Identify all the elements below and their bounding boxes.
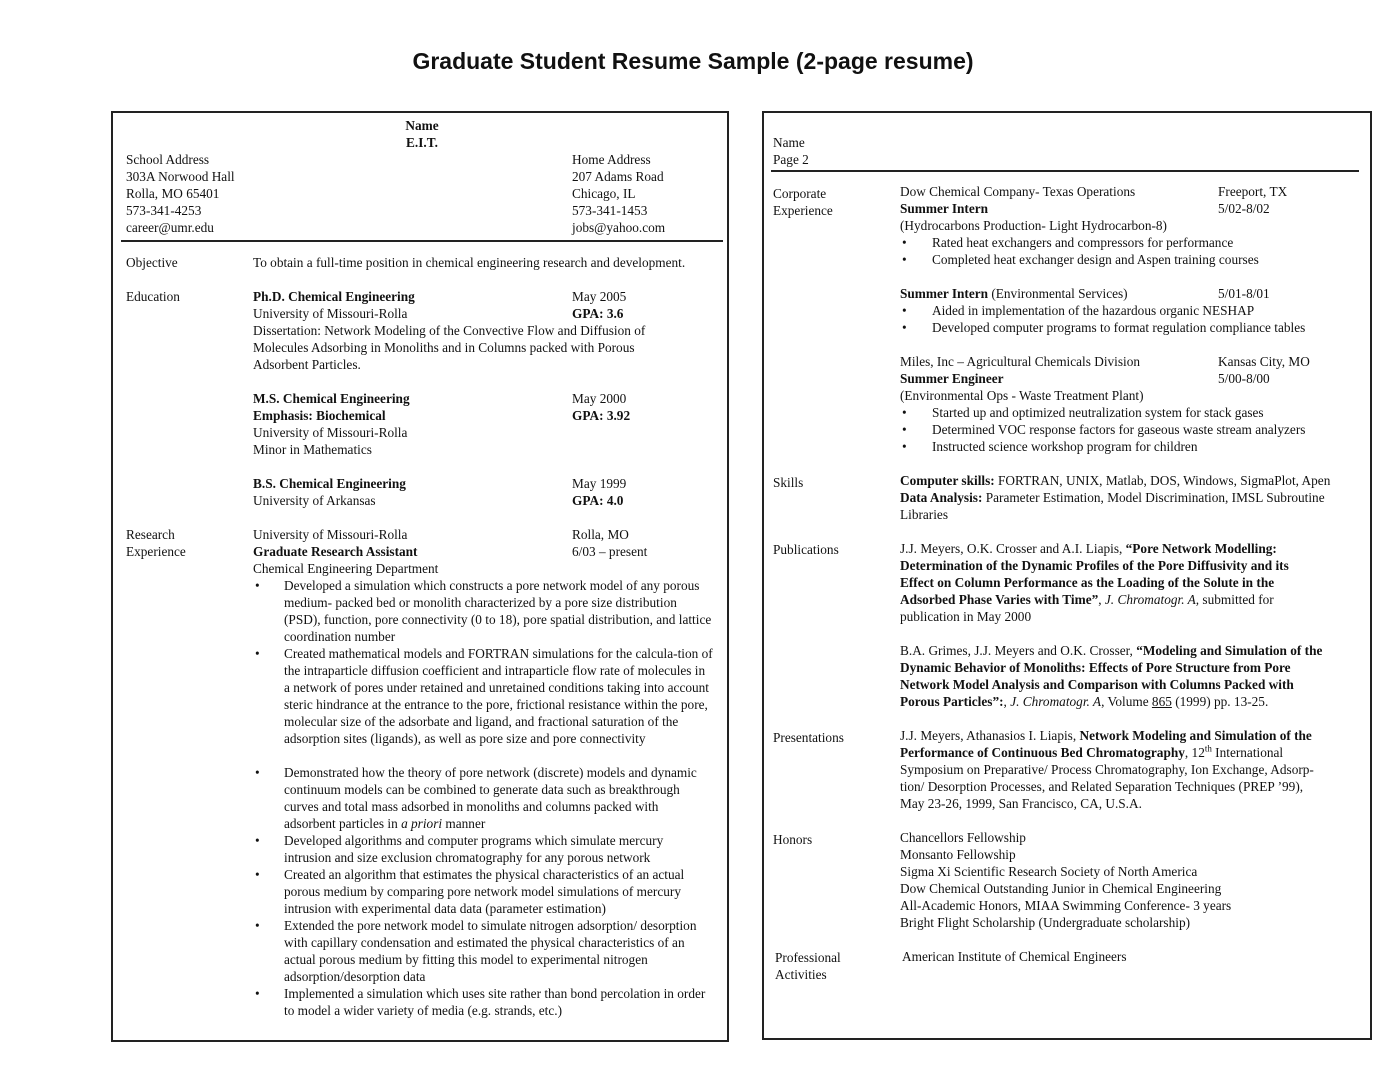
candidate-name: Name <box>405 118 439 133</box>
honor-item: Bright Flight Scholarship (Undergraduate scholarship) <box>900 915 1191 930</box>
school-email: career@umr.edu <box>126 220 214 235</box>
list-item: • Completed heat exchanger design and Aspen training courses <box>900 251 1259 268</box>
page2-name: Name <box>773 135 805 150</box>
ms-date: May 2000 <box>572 391 627 406</box>
publication-2-line: Porous Particles”:, J. Chromatogr. A, Volume 865 (1999) pp. 13-25. <box>900 694 1269 709</box>
ms-minor: Minor in Mathematics <box>253 442 372 457</box>
research-position: Graduate Research Assistant <box>253 544 418 559</box>
phd-degree: Ph.D. Chemical Engineering <box>253 289 415 304</box>
list-item: • Demonstrated how the theory of pore network (discrete) models and dynamic continuum models can be combined to generate data such as breakthrough curves and total mass adsorbed in monoliths and columns packed with adsorbent particles in a priori manner <box>253 764 713 832</box>
list-item: • Started up and optimized neutralization system for stack gases <box>900 404 1305 421</box>
list-item: • Determined VOC response factors for gaseous waste stream analyzers <box>900 421 1305 438</box>
honor-item: Monsanto Fellowship <box>900 847 1016 862</box>
dow-location: Freeport, TX <box>1218 184 1288 199</box>
bs-school: University of Arkansas <box>253 493 376 508</box>
publications-label: Publications <box>773 542 839 557</box>
page-number: Page 2 <box>773 152 809 167</box>
publication-1-line: publication in May 2000 <box>900 609 1032 624</box>
data-analysis-2: Libraries <box>900 507 948 522</box>
bs-degree: B.S. Chemical Engineering <box>253 476 406 491</box>
list-item: • Instructed science workshop program for children <box>900 438 1305 455</box>
dissertation-line: Dissertation: Network Modeling of the Convective Flow and Diffusion of <box>253 323 646 338</box>
miles-dates: 5/00-8/00 <box>1218 371 1270 386</box>
professional-label-2: Activities <box>775 967 827 982</box>
honor-item: Chancellors Fellowship <box>900 830 1026 845</box>
honor-item: All-Academic Honors, MIAA Swimming Conference- 3 years <box>900 898 1232 913</box>
dow-job2-heading: Summer Intern (Environmental Services) <box>900 286 1128 301</box>
school-address-label: School Address <box>126 152 210 167</box>
research-dates: 6/03 – present <box>572 544 648 559</box>
honors-label: Honors <box>773 832 813 847</box>
phd-gpa: GPA: 3.6 <box>572 306 624 321</box>
header-divider <box>121 240 723 242</box>
school-street: 303A Norwood Hall <box>126 169 235 184</box>
ms-school: University of Missouri-Rolla <box>253 425 408 440</box>
dow-job2-dates: 5/01-8/01 <box>1218 286 1270 301</box>
skills-label: Skills <box>773 475 804 490</box>
dow-job1-dates: 5/02-8/02 <box>1218 201 1270 216</box>
list-item: • Rated heat exchangers and compressors for performance <box>900 234 1259 251</box>
corporate-label: Corporate <box>773 186 827 201</box>
list-item: • Developed computer programs to format regulation compliance tables <box>900 319 1305 336</box>
page2-header-divider <box>771 170 1359 172</box>
publication-2-line: B.A. Grimes, J.J. Meyers and O.K. Crosser, “Modeling and Simulation of the <box>900 643 1323 658</box>
honor-item: Sigma Xi Scientific Research Society of North America <box>900 864 1198 879</box>
publication-1-line: Determination of the Dynamic Profiles of the Pore Diffusivity and its <box>900 558 1289 573</box>
research-department: Chemical Engineering Department <box>253 561 439 576</box>
miles-title: Summer Engineer <box>900 371 1004 386</box>
presentation-line: Symposium on Preparative/ Process Chromatography, Ion Exchange, Adsorp- <box>900 762 1314 777</box>
publication-1-line: Effect on Column Performance as the Loading of the Solute in the <box>900 575 1275 590</box>
research-location: Rolla, MO <box>572 527 629 542</box>
publication-2-line: Dynamic Behavior of Monoliths: Effects of Pore Structure from Pore <box>900 660 1291 675</box>
list-item: • Developed algorithms and computer programs which simulate mercury intrusion and size exclusion chromatography for any porous network <box>253 832 713 866</box>
miles-location: Kansas City, MO <box>1218 354 1310 369</box>
research-label-2: Experience <box>126 544 186 559</box>
presentation-line: J.J. Meyers, Athanasios I. Liapis, Network Modeling and Simulation of the <box>900 728 1312 743</box>
home-city: Chicago, IL <box>572 186 636 201</box>
dissertation-line: Molecules Adsorbing in Monoliths and in Columns packed with Porous <box>253 340 635 355</box>
presentation-line: tion/ Desorption Processes, and Related Separation Techniques (PREP ’99), <box>900 779 1304 794</box>
list-item: • Implemented a simulation which uses site rather than bond percolation in order to model a wider variety of media (e.g. strands, etc.) <box>253 985 713 1019</box>
corporate-label-2: Experience <box>773 203 833 218</box>
school-phone: 573-341-4253 <box>126 203 202 218</box>
miles-sub: (Environmental Ops - Waste Treatment Plant) <box>900 388 1144 403</box>
dow-job2-bullets <box>900 302 1305 336</box>
miles-company: Miles, Inc – Agricultural Chemicals Division <box>900 354 1141 369</box>
list-item: • Created an algorithm that estimates the physical characteristics of an actual porous medium by comparing pore network model simulations of mercury intrusion with experimental data data (parameter estimation) <box>253 866 713 917</box>
school-city: Rolla, MO 65401 <box>126 186 220 201</box>
miles-bullets <box>900 404 1305 455</box>
research-label: Research <box>126 527 175 542</box>
bs-date: May 1999 <box>572 476 627 491</box>
list-item: • Created mathematical models and FORTRAN simulations for the calcula-tion of the intraparticle diffusion coefficient and intraparticle flow rate of molecules in a network of pores under retained and unretained conditions taking into account steric hindrance at the entrance to the pore, frictional resistance within the pore, molecular size of the adsorbate and ligand, and fractional saturation of the adsorption sites (ligands), as well as pore size and pore connectivity <box>253 645 713 764</box>
objective-text: To obtain a full-time position in chemical engineering research and development. <box>253 255 686 270</box>
resume-page-1 <box>111 111 729 1042</box>
list-item: • Aided in implementation of the hazardous organic NESHAP <box>900 302 1305 319</box>
phd-school: University of Missouri-Rolla <box>253 306 408 321</box>
home-street: 207 Adams Road <box>572 169 664 184</box>
resume-page-2 <box>762 111 1372 1040</box>
candidate-credential: E.I.T. <box>406 135 438 150</box>
publication-1-line: J.J. Meyers, O.K. Crosser and A.I. Liapis, “Pore Network Modelling: <box>900 541 1277 556</box>
ms-emphasis: Emphasis: Biochemical <box>253 408 386 423</box>
research-bullets <box>253 577 713 1019</box>
home-email: jobs@yahoo.com <box>572 220 666 235</box>
education-label: Education <box>126 289 180 304</box>
dow-job1-bullets <box>900 234 1259 268</box>
home-address-label: Home Address <box>572 152 651 167</box>
professional-activity: American Institute of Chemical Engineers <box>902 949 1127 964</box>
professional-label: Professional <box>775 950 841 965</box>
presentations-label: Presentations <box>773 730 844 745</box>
objective-label: Objective <box>126 255 178 270</box>
dow-job1-sub: (Hydrocarbons Production- Light Hydrocarbon-8) <box>900 218 1167 233</box>
ms-degree: M.S. Chemical Engineering <box>253 391 410 406</box>
dissertation-line: Adsorbent Particles. <box>253 357 361 372</box>
honor-item: Dow Chemical Outstanding Junior in Chemical Engineering <box>900 881 1222 896</box>
bs-gpa: GPA: 4.0 <box>572 493 624 508</box>
publication-2-line: Network Model Analysis and Comparison with Columns Packed with <box>900 677 1294 692</box>
dow-company: Dow Chemical Company- Texas Operations <box>900 184 1136 199</box>
presentation-line: May 23-26, 1999, San Francisco, CA, U.S.A. <box>900 796 1142 811</box>
dow-job1-title: Summer Intern <box>900 201 989 216</box>
phd-date: May 2005 <box>572 289 627 304</box>
ms-gpa: GPA: 3.92 <box>572 408 631 423</box>
list-item: • Extended the pore network model to simulate nitrogen adsorption/ desorption with capillary condensation and estimated the physical characteristics of an actual porous medium by fitting this model to experimental nitrogen adsorption/desorption data <box>253 917 713 985</box>
home-phone: 573-341-1453 <box>572 203 648 218</box>
computer-skills: Computer skills: FORTRAN, UNIX, Matlab, DOS, Windows, SigmaPlot, Apen <box>900 473 1331 488</box>
document-title: Graduate Student Resume Sample (2-page resume) <box>412 48 974 74</box>
presentation-line: Performance of Continuous Bed Chromatography, 12th International <box>900 743 1284 760</box>
data-analysis: Data Analysis: Parameter Estimation, Model Discrimination, IMSL Subroutine <box>900 490 1325 505</box>
publication-1-line: Adsorbed Phase Varies with Time”, J. Chromatogr. A, submitted for <box>900 592 1274 607</box>
research-school: University of Missouri-Rolla <box>253 527 408 542</box>
list-item: • Developed a simulation which constructs a pore network model of any porous medium- packed bed or monolith characterized by a pore size distribution (PSD), function, pore connectivity (0 to 18), pore spatial distribution, and lattice coordination number <box>253 577 713 645</box>
